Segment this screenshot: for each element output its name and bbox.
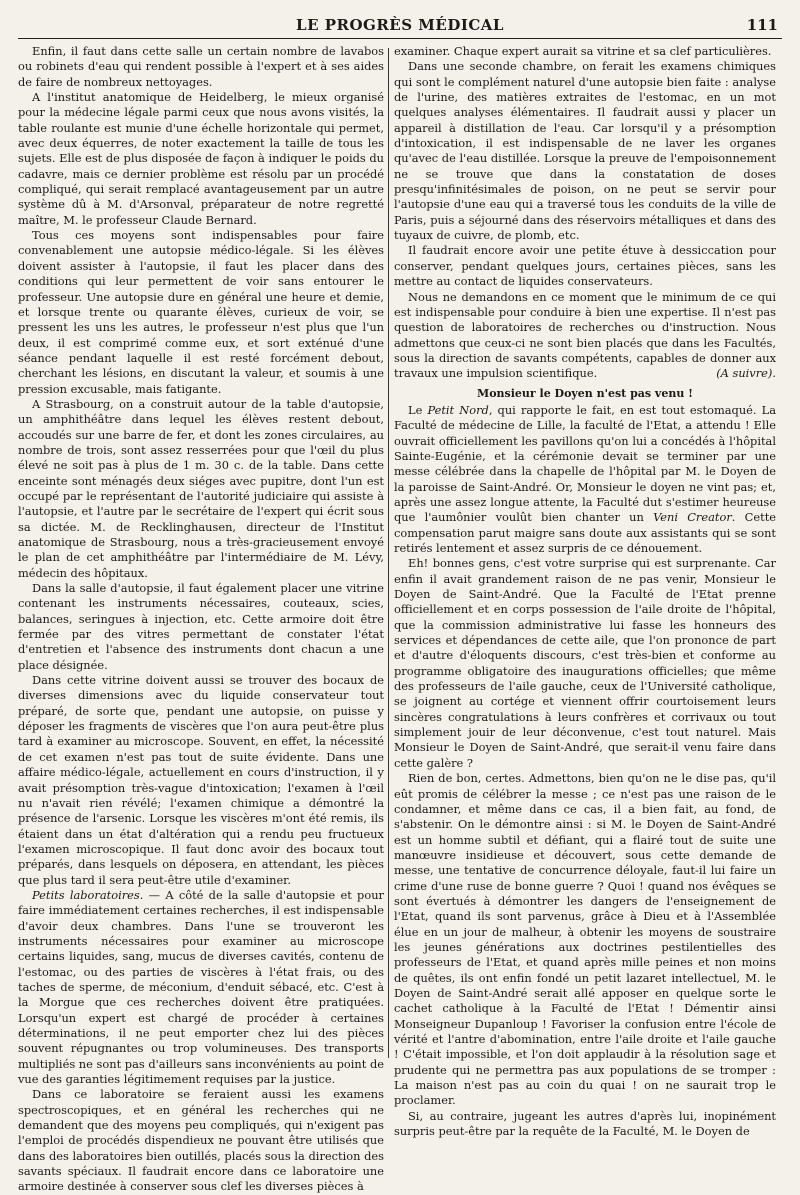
paragraph: A Strasbourg, on a construit autour de la table d'autopsie, un amphithéâtre dans lequel les élèves restent debout, accoudés sur une barre de fer, et dont les zones circulaires, au nombre de trois, sont assez resserrées pour que l'œil du plus élevé ne soit pas à plus de 1 m. 30 c. de la table. Dans cette enceinte sont ménagés deux siéges avec pupitre, dont l'un est occupé par le représentant de l'autorité judiciaire qui assiste à l'autopsie, et l'autre par le secrétaire de l'expert qui écrit sous sa dictée. M. de Recklinghausen, directeur de l'Institut anatomique de Strasbourg, nous a très-gracieusement envoyé le plan de cet amphithéâtre par l'intermédiaire de M. Lévy, médecin des hôpitaux. xyxy=(18,396,384,580)
paragraph-text: , qui rapporte le fait, en est tout estomaqué. La Faculté de médecine de Lille, la faculté de l'Etat, a attendu ! Elle ouvrait officiellement les pavillons qu'on lui a concédés à l'hôpital Sainte-Eugénie, et la cérémonie devait se terminer par une messe célébrée dans la chapelle de l'hôpital par M. le Doyen de la paroisse de Saint-André. Or, Monsieur le doyen ne vint pas; et, après une assez longue attente, la Faculté dut s'estimer heureuse que l'aumônier voulût bien chanter un xyxy=(394,402,776,525)
paragraph-text: . Cette compensation parut maigre sans doute aux assistants qui se sont retirés lentement et assez surpris de ce dénouement. xyxy=(394,510,777,555)
paragraph: examiner. Chaque expert aurait sa vitrine et sa clef particulières. xyxy=(394,44,772,58)
paragraph: A l'institut anatomique de Heidelberg, le mieux organisé pour la médecine légale parmi ceux que nous avons visités, la table roulante est munie d'une échelle horizontale qui permet, avec deux équerres, de noter exactement la taille de tous les sujets. Elle est de plus disposée de façon à indiquer le poids du cadavre, mais ce dernier problème est résolu par un procédé compliqué, qui serait remplacé avantageusement par un autre système dû à M. d'Arsonval, préparateur de notre regretté maître, M. le professeur Claude Bernard. xyxy=(18,90,384,227)
paragraph: Eh! bonnes gens, c'est votre surprise qui est surprenante. Car enfin il avait grandement raison de ne pas venir, Monsieur le Doyen de Saint-André. Que la Faculté de l'Etat prenne officiellement et en corps possession de l'aile droite de l'hôpital, que la commission administrative lui fasse les honneurs des services et dépendances de cette aile, que l'on prononce de part et d'autre d'éloquents discours, c'est très-bien et conforme au programme obligatoire des inaugurations officielles; que même des professeurs de l'aile gauche, ceux de l'Université catholique, se joignent au cortége et viennent offrir courtoisement leurs sincères congratulations à leurs confrères et corrivaux ou tout simplement jouir de leur déconvenue, c'est tout naturel. Mais Monsieur le Doyen de Saint-André, que serait-il venu faire dans cette galère ? xyxy=(394,556,776,770)
paragraph: Dans la salle d'autopsie, il faut également placer une vitrine contenant les instruments nécessaires, couteaux, scies, balances, seringues à injection, etc. Cette armoire doit être fermée par des vitres permettant de constater l'état d'entretien et l'absence des instruments dont chacun a une place désignée. xyxy=(18,581,384,672)
paragraph: Tous ces moyens sont indispensables pour faire convenablement une autopsie médico-légale. Si les élèves doivent assister à l'autopsie, il faut les placer dans des conditions qui leur permettent de voir sans entourer le professeur. Une autopsie dure en général une heure et demie, et lorsque trente ou quarante élèves, curieux de voir, se pressent les uns les autres, le professeur n'est plus que l'un deux, il est comprimé comme eux, et sort exténué d'une séance pendant laquelle il est resté forcément debout, cherchant les lésions, en discutant la valeur, et soumis à une pression excusable, mais fatigante. xyxy=(18,228,384,396)
paragraph xyxy=(394,290,776,382)
paragraph-text: Le xyxy=(408,402,428,417)
paragraph: Dans une seconde chambre, on ferait les examens chimiques qui sont le complément naturel d'une autopsie bien faite : analyse de l'urine, des matières extraites de l'estomac, en un mot quelques analyses élémentaires. Il faudrait aussi y placer un appareil à distillation de l'eau. Car lorsqu'il y a présomption d'intoxication, il est indispensable de ne laver les organes qu'avec de l'eau distillée. Lorsque la preuve de l'empoisonnement ne se trouve que dans la constatation de doses presqu'infinitésimales de poison, on ne peut se servir pour l'autopsie d'une eau qui a traversé tous les conduits de la ville de Paris, puis a séjourné dans des réservoirs métalliques et dans des tuyaux de cuivre, de plomb, etc. xyxy=(394,59,776,243)
left-column xyxy=(18,44,384,1194)
article-title: Monsieur le Doyen n'est pas venu ! xyxy=(477,386,693,400)
paragraph-text: — A côté de la salle d'autopsie et pour faire immédiatement certaines recherches, il est indispensable d'avoir deux chambres. Dans l'une se trouveront les instruments nécessaires pour examiner au microscope certains liquides, sang, mucus de diverses cavités, contenu de l'estomac, ou des parties de viscères à l'état frais, ou des taches de sperme, de méconium, d'enduit sébacé, etc. C'est à la Morgue que ces recherches doivent être pratiquées. Lorsqu'un expert est chargé de procéder à certaines déterminations, il ne peut emporter chez lui des pièces souvent répugnantes ou trop volumineuses. Des transports multipliés ne sont pas d'ailleurs sans inconvénients au point de vue des garanties légitimement requises par la justice. xyxy=(18,887,384,1087)
paragraph: Dans cette vitrine doivent aussi se trouver des bocaux de diverses dimensions avec du liquide conservateur tout préparé, de sorte que, pendant une autopsie, on puisse y déposer les fragments de viscères que l'on aura peut-être plus tard à examiner au microscope. Souvent, en effet, la nécessité de cet examen n'est pas tout de suite évidente. Dans une affaire médico-légale, actuellement en cours d'instruction, il y avait présomption très-vague d'intoxication; l'examen à l'œil nu n'avait rien révélé; l'examen chimique a démontré la présence de l'arsenic. Lorsque les viscères m'ont été remis, ils étaient dans un état d'altération qui a rendu peu fructueux l'examen microscopique. Il faut donc avoir des bocaux tout préparés, dans lesquels on déposera, en attendant, les pièces que plus tard il sera peut-être utile d'examiner. xyxy=(18,673,384,887)
column-divider xyxy=(388,48,389,1058)
subsection-label: Petits laboratoires. xyxy=(32,887,144,902)
continued-note: (A suivre). xyxy=(716,366,776,381)
right-column xyxy=(394,44,777,1139)
journal-title: LE PROGRÈS MÉDICAL xyxy=(296,16,504,34)
paragraph xyxy=(394,403,776,556)
paragraph: Si, au contraire, jugeant les autres d'après lui, inopinément surpris peut-être par la requête de la Faculté, M. le Doyen de xyxy=(394,1108,776,1139)
paragraph-text: Nous ne demandons en ce moment que le minimum de ce qui est indispensable pour conduire à bien une expertise. Il n'est pas question de laboratoires de recherches ou d'instruction. Nous admettons que ceux-ci ne sont bien placés que dans les Facultés, sous la direction de savants compétents, capables de donner aux travaux une impulsion scientifique. xyxy=(394,289,776,381)
paragraph xyxy=(18,888,384,1087)
paragraph: Enfin, il faut dans cette salle un certain nombre de lavabos ou robinets d'eau qui rendent possible à l'expert et à ses aides de faire de nombreux nettoyages. xyxy=(18,44,384,89)
page-header xyxy=(18,14,782,39)
page-number: 111 xyxy=(746,16,778,34)
paragraph: Il faudrait encore avoir une petite étuve à dessiccation pour conserver, pendant quelques jours, certaines pièces, sans les mettre au contact de liquides conservateurs. xyxy=(394,243,776,289)
hymn-name: Veni Creator xyxy=(653,510,732,525)
paragraph: Dans ce laboratoire se feraient aussi les examens spectroscopiques, et en général les recherches qui ne demandent que des moyens peu compliqués, qui n'exigent pas l'emploi de procédés dispendieux ne pouvant être utilisés que dans des laboratoires bien outillés, placés sous la direction des savants spéciaux. Il faudrait encore dans ce laboratoire une armoire destinée à conserver sous clef les diverses pièces à xyxy=(18,1087,384,1194)
newspaper-name: Petit Nord xyxy=(427,402,489,417)
paragraph: Rien de bon, certes. Admettons, bien qu'on ne le dise pas, qu'il eût promis de célébrer la messe ; ce n'est pas une raison de le condamner, et même dans ce cas, il a bien fait, au fond, de s'abstenir. On le démontre ainsi : si M. le Doyen de Saint-André est un homme subtil et défiant, qui a flairé tout de suite une manœuvre insidieuse et découvert, sous cette demande de messe, une tentative de concurrence déloyale, faut-il lui faire un crime d'une ruse de bonne guerre ? Quoi ! quand nos évêques se sont évertués à démontrer les dangers de l'enseignement de l'Etat, quand ils sont parvenus, grâce à Dieu et à l'Assemblée élue en un jour de malheur, à obtenir les moyens de soustraire les jeunes générations aux doctrines pestilentielles des professeurs de l'Etat, et quand après mille peines et non moins de quêtes, ils ont enfin fondé un petit lazaret intellectuel, M. le Doyen de Saint-André serait allé apposer en quelque sorte le cachet catholique à la Faculté de l'Etat ! Démentir ainsi Monseigneur Dupanloup ! Favoriser la confusion entre l'école de vérité et l'antre d'abomination, entre l'aile droite et l'aile gauche ! C'était impossible, et l'on doit applaudir à la résolution sage et prudente qui ne permettra pas aux populations de se tromper : La maison n'est pas au coin du quai ! on ne saurait trop le proclamer. xyxy=(394,771,776,1108)
